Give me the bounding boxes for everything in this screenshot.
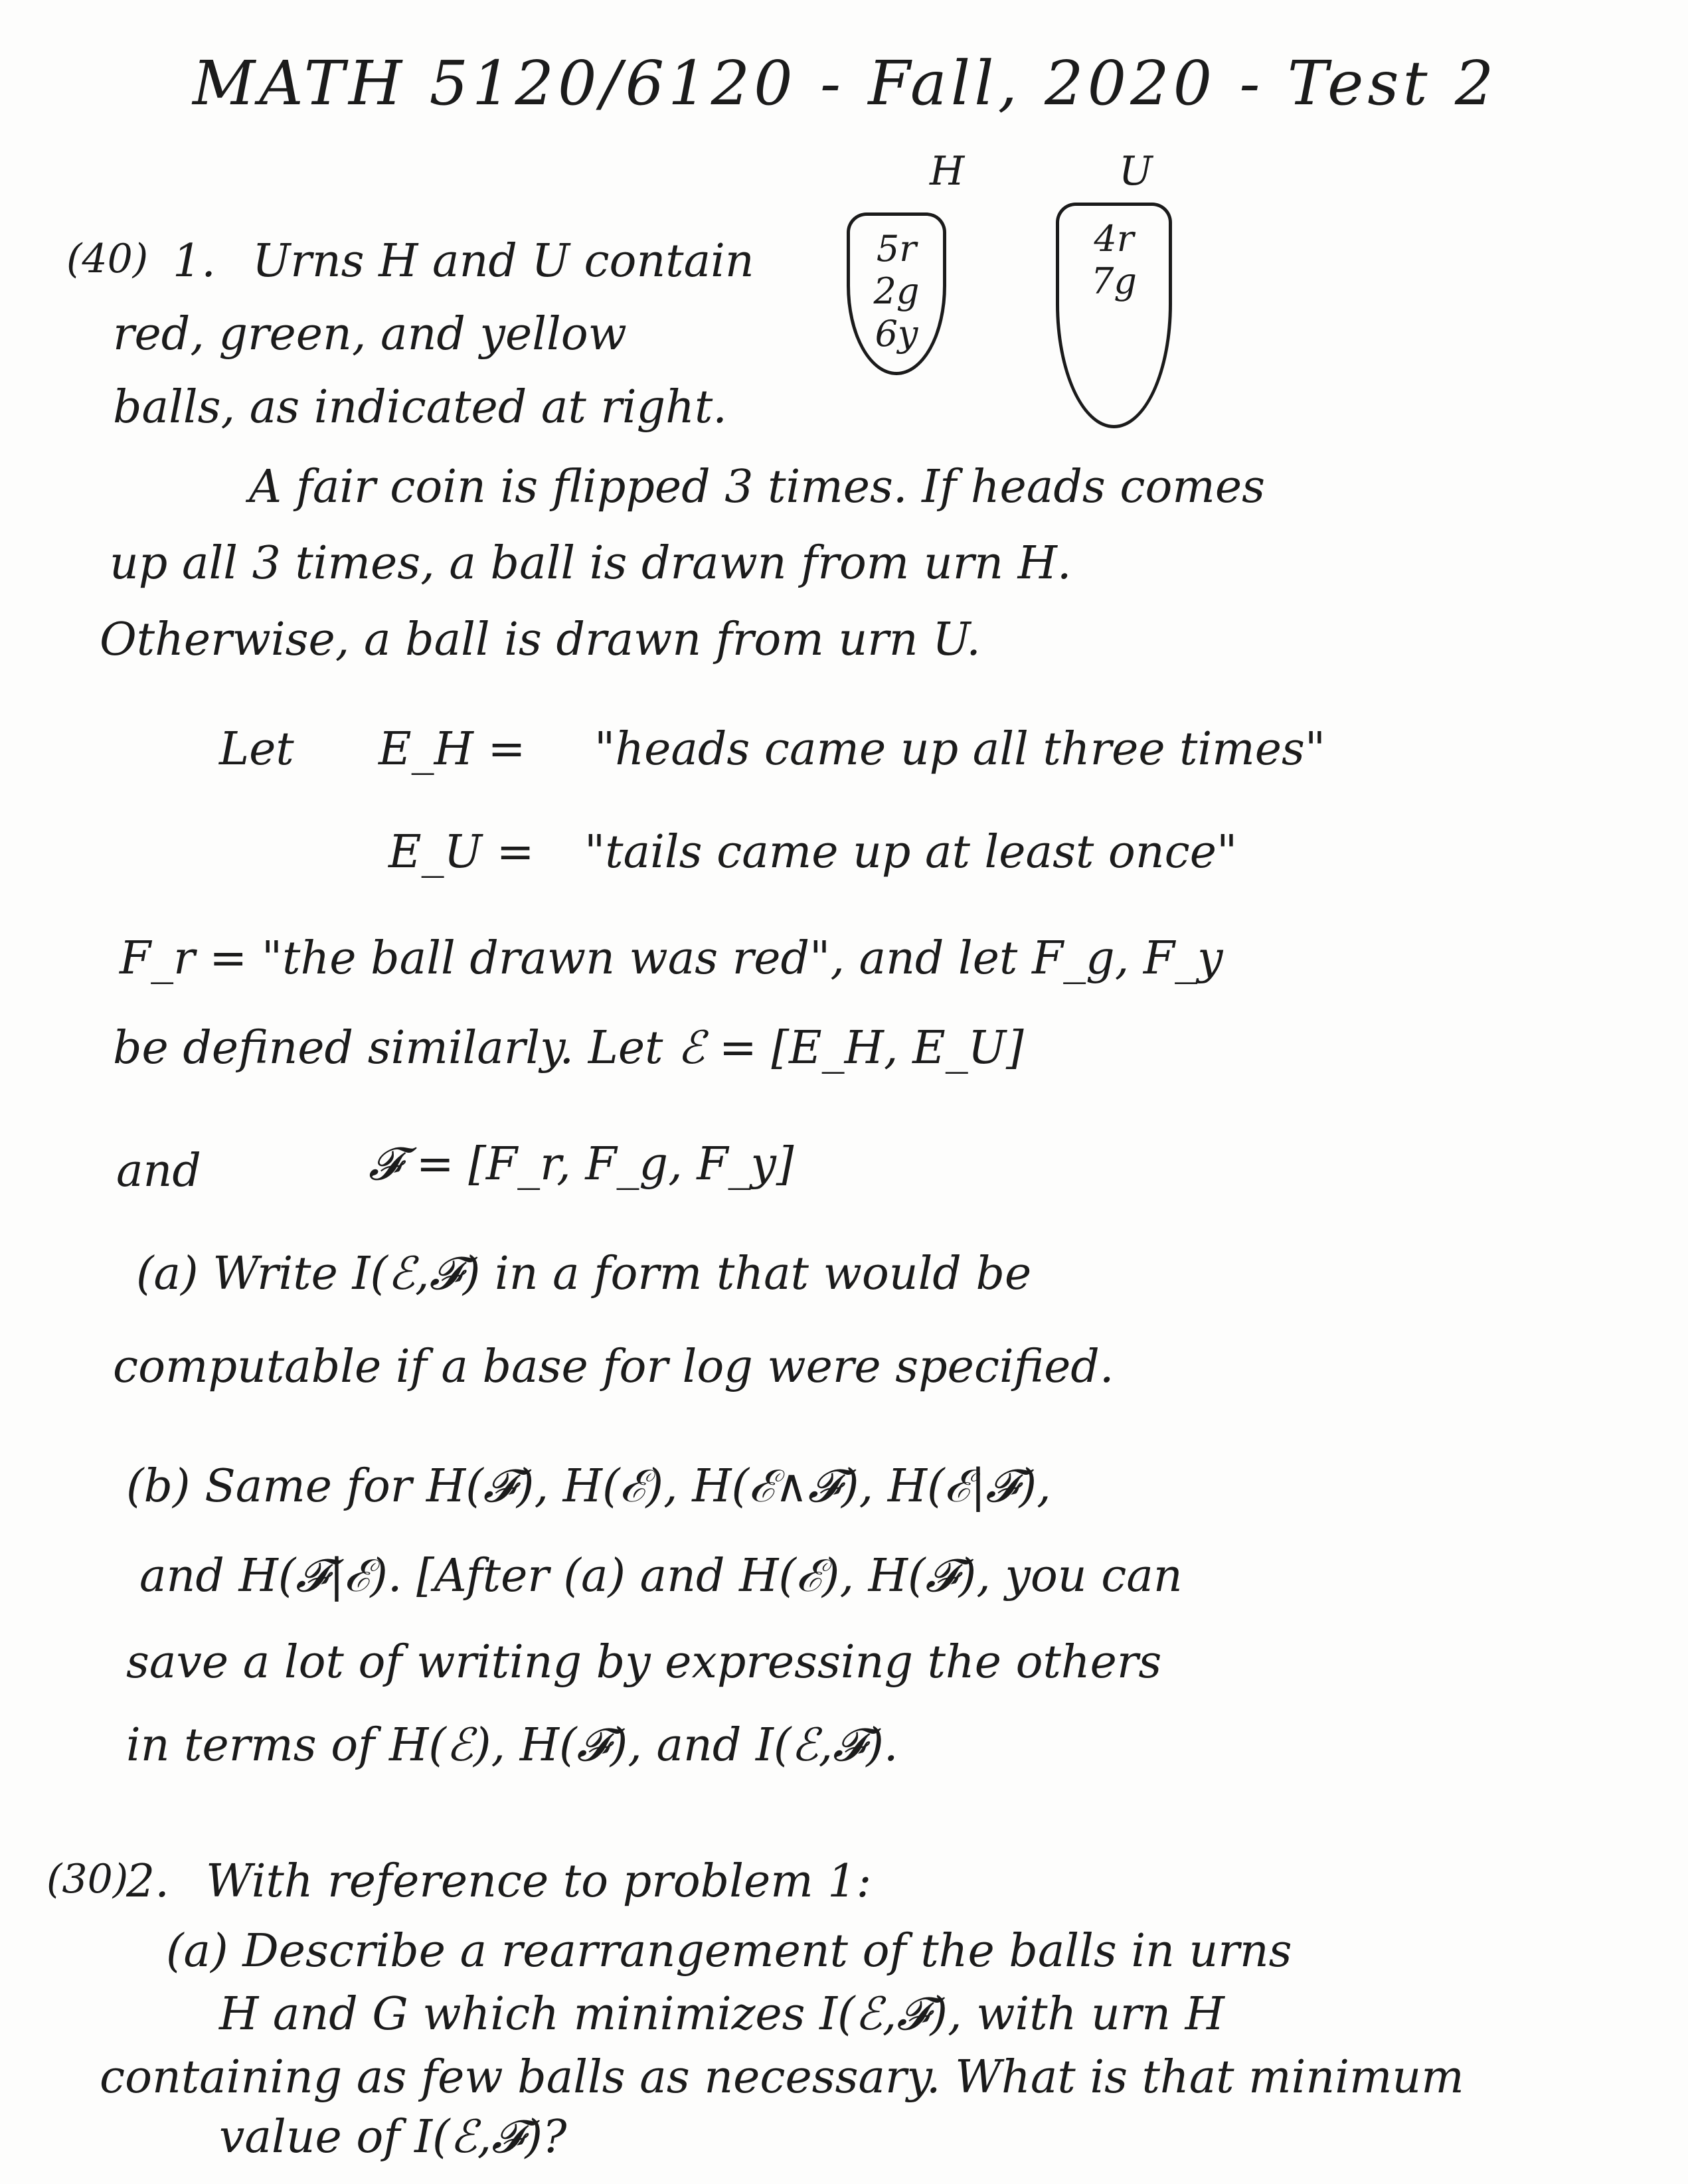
part-b-line: save a lot of writing by expressing the others	[126, 1636, 1162, 1689]
problem2-intro: With reference to problem 1:	[206, 1855, 872, 1908]
problem2-number: 2.	[126, 1855, 169, 1908]
part-a-line: (a) Write I(ℰ,𝓕) in a form that would be	[136, 1248, 1032, 1300]
eh-lhs: E_H =	[379, 723, 526, 776]
fr-definition: F_r = "the ball drawn was red", and let F_g, F_y	[120, 932, 1223, 985]
let-word: Let	[219, 723, 294, 776]
problem1-line: A fair coin is flipped 3 times. If heads comes	[249, 461, 1265, 513]
problem2-part-a-line: (a) Describe a rearrangement of the balls in urns	[166, 1925, 1292, 1977]
defined-line: be defined similarly. Let ℰ = [E_H, E_U]	[113, 1022, 1024, 1074]
problem2-part-a-line: value of I(ℰ,𝓕)?	[219, 2111, 567, 2163]
problem1-line: red, green, and yellow	[113, 308, 627, 361]
urn-u-label: U	[1119, 148, 1153, 195]
urn-u-green: 7g	[1091, 260, 1137, 302]
eh-rhs: "heads came up all three times"	[594, 723, 1326, 776]
part-b-line: in terms of H(ℰ), H(𝓕), and I(ℰ,𝓕).	[126, 1719, 898, 1772]
problem1-line: balls, as indicated at right.	[113, 381, 727, 434]
eu-lhs: E_U =	[388, 826, 535, 879]
problem1-line: Urns H and U contain	[252, 235, 754, 288]
part-b-line: (b) Same for H(𝓕), H(ℰ), H(ℰ∧𝓕), H(ℰ|𝓕),	[126, 1460, 1051, 1513]
f-definition: 𝓕 = [F_r, F_g, F_y]	[369, 1138, 794, 1191]
problem2-part-a-line: containing as few balls as necessary. What is that minimum	[100, 2051, 1464, 2104]
urn-h-red: 5r	[876, 228, 917, 270]
problem1-number: 1.	[173, 235, 216, 288]
problem1-line: up all 3 times, a ball is drawn from urn H.	[110, 537, 1072, 590]
urn-u	[1056, 203, 1172, 428]
part-a-line: computable if a base for log were specified.	[113, 1341, 1114, 1393]
urn-h-yellow: 6y	[875, 313, 918, 355]
problem2-points: (30)	[46, 1856, 129, 1902]
urn-h-label: H	[930, 148, 965, 195]
part-b-line: and H(𝓕|ℰ). [After (a) and H(ℰ), H(𝓕), you can	[139, 1550, 1183, 1602]
urn-h-green: 2g	[873, 270, 920, 312]
and-word: and	[116, 1145, 201, 1197]
problem1-line: Otherwise, a ball is drawn from urn U.	[100, 614, 981, 666]
urn-h	[847, 212, 946, 375]
page-title: MATH 5120/6120 - Fall, 2020 - Test 2	[193, 48, 1498, 119]
urn-u-red: 4r	[1094, 218, 1134, 260]
eu-rhs: "tails came up at least once"	[584, 826, 1238, 879]
problem2-part-a-line: H and G which minimizes I(ℰ,𝓕), with urn H	[219, 1988, 1224, 2041]
problem1-points: (40)	[66, 236, 149, 282]
